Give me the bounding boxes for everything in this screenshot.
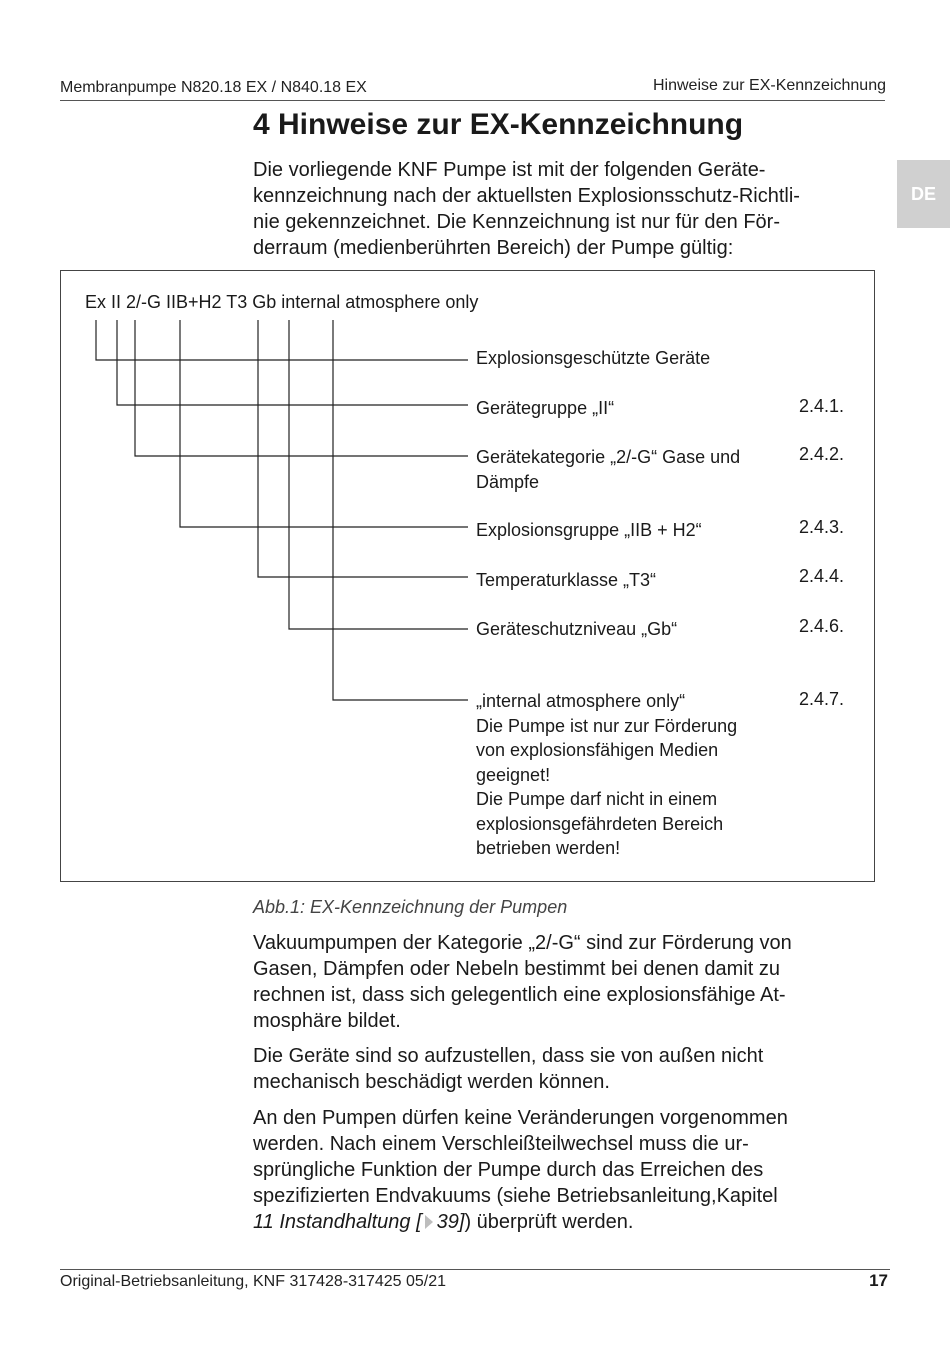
connector-gb	[289, 320, 468, 629]
paragraph-line: Gasen, Dämpfen oder Nebeln bestimmt bei denen damit zu	[253, 958, 780, 980]
section-ref: 2.4.3.	[799, 517, 845, 537]
entry-text: von explosionsfähigen Medien	[476, 740, 719, 760]
entry-text: Die Pumpe darf nicht in einem	[476, 789, 718, 809]
entry-device-category	[476, 445, 786, 494]
paragraph-line: sprüngliche Funktion der Pumpe durch das Erreichen des	[253, 1159, 764, 1181]
section-ref: 2.4.6.	[799, 616, 845, 636]
entry-text: Geräteschutzniveau „Gb“	[476, 619, 678, 639]
header-left: Membranpumpe N820.18 EX / N840.18 EX	[60, 79, 367, 96]
paragraph-line-rest: ) überprüft werden.	[464, 1211, 634, 1233]
paragraph-line: An den Pumpen dürfen keine Veränderungen vorgenommen	[253, 1107, 788, 1129]
paragraph-line: mechanisch beschädigt werden können.	[253, 1071, 610, 1093]
language-tab[interactable]: DE	[897, 160, 950, 228]
entry-text: Explosionsgruppe „IIB + H2“	[476, 520, 702, 540]
connector-iib	[180, 320, 468, 527]
entry-text: „internal atmosphere only“	[476, 691, 686, 711]
footer-rule	[60, 1269, 890, 1270]
footer-left: Original-Betriebsanleitung, KNF 317428-317425 05/21	[60, 1273, 447, 1290]
paragraph-installation	[253, 1043, 873, 1095]
connector-ex	[96, 320, 468, 360]
paragraph-line-last	[253, 1209, 873, 1235]
entry-text: Gerätegruppe „II“	[476, 398, 615, 418]
page-number: 17	[869, 1271, 888, 1290]
paragraph-line: Die Geräte sind so aufzustellen, dass sie von außen nicht	[253, 1045, 764, 1067]
entry-internal-atmosphere	[476, 689, 786, 861]
connector-2g	[135, 320, 468, 456]
entry-text: geeignet!	[476, 764, 551, 785]
paragraph-line: mosphäre bildet.	[253, 1010, 401, 1032]
entry-explosion-protected	[476, 346, 786, 371]
entry-text: explosionsgefährdeten Bereich	[476, 813, 724, 834]
cross-reference-text: 11 Instandhaltung [	[253, 1211, 422, 1233]
entry-text: Gerätekategorie „2/-G“ Gase und	[476, 447, 741, 467]
paragraph-line: Vakuumpumpen der Kategorie „2/-G“ sind zur Förderung von	[253, 932, 792, 954]
cross-reference-link[interactable]	[253, 1211, 464, 1233]
paragraph-modifications	[253, 1105, 873, 1235]
paragraph-line: spezifizierten Endvakuums (siehe Betriebsanleitung,Kapitel	[253, 1185, 778, 1207]
paragraph-line: rechnen ist, dass sich gelegentlich eine explosionsfähige At-	[253, 984, 786, 1006]
section-ref: 2.4.1.	[799, 396, 845, 416]
entry-text: betrieben werden!	[476, 838, 621, 858]
section-ref: 2.4.4.	[799, 566, 845, 586]
section-ref: 2.4.2.	[799, 444, 845, 464]
intro-line: Die vorliegende KNF Pumpe ist mit der folgenden Geräte-	[253, 159, 766, 181]
intro-line: nie gekennzeichnet. Die Kennzeichnung ist nur für den För-	[253, 211, 780, 233]
intro-line: kennzeichnung nach der aktuellsten Explosionsschutz-Richtli-	[253, 185, 800, 207]
page-title: 4 Hinweise zur EX-Kennzeichnung	[253, 108, 744, 141]
paragraph-line: werden. Nach einem Verschleißteilwechsel muss die ur-	[253, 1133, 749, 1155]
entry-text: Temperaturklasse „T3“	[476, 570, 657, 590]
triangle-right-icon	[425, 1215, 433, 1229]
figure-caption: Abb.1: EX-Kennzeichnung der Pumpen	[253, 897, 568, 917]
connector-internal	[333, 320, 468, 700]
entry-text: Die Pumpe ist nur zur Förderung	[476, 715, 738, 736]
entry-protection-level	[476, 617, 786, 642]
intro-line: derraum (medienberührten Bereich) der Pumpe gültig:	[253, 237, 734, 259]
cross-reference-page: 39]	[436, 1211, 465, 1233]
entry-explosion-group	[476, 518, 786, 543]
entry-text: Explosionsgeschützte Geräte	[476, 348, 711, 368]
entry-temperature-class	[476, 568, 786, 593]
entry-text: Dämpfe	[476, 471, 540, 492]
section-ref: 2.4.7.	[799, 689, 845, 709]
header-right: Hinweise zur EX-Kennzeichnung	[652, 77, 886, 94]
paragraph-category	[253, 930, 873, 1034]
ex-code: Ex II 2/-G IIB+H2 T3 Gb internal atmosphere only	[85, 292, 479, 312]
connector-ii	[117, 320, 468, 405]
entry-device-group	[476, 396, 786, 421]
